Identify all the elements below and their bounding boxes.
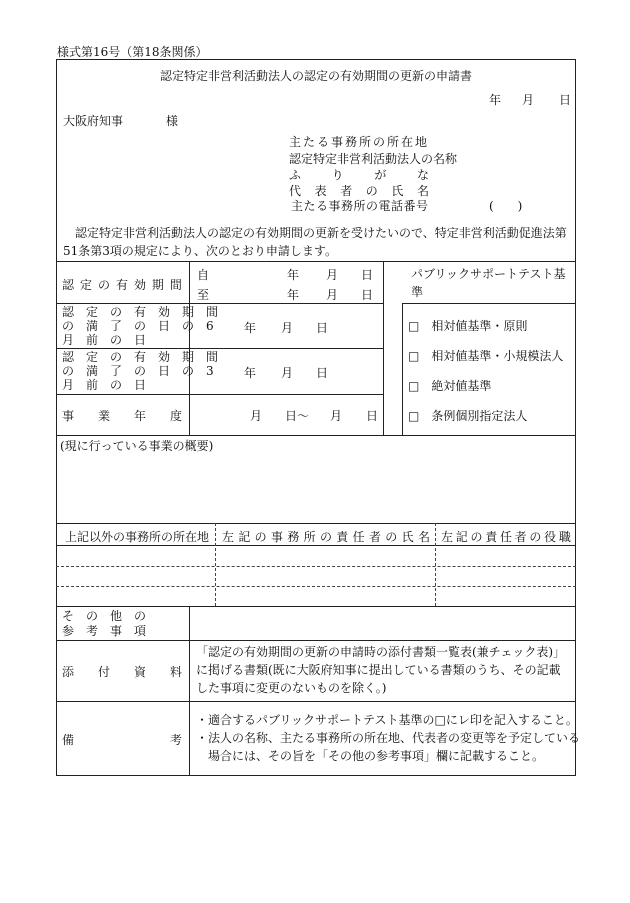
pst-option-relative-principle[interactable]: □ 相対値基準・原則 [408, 319, 528, 333]
attachments-label: 添 付 資 料 [62, 665, 182, 679]
attachments-text: 「認定の有効期間の更新の申請時の添付書類一覧表(兼チェック表)」に掲げる書類(既に大阪府知事に提出している書類のうち、その記載した事項に変更のないものを除く。) [196, 645, 566, 695]
remarks-item-1: ・適合するパブリックサポートテスト基準の□にレ印を記入すること。 [196, 713, 578, 727]
addressee-honorific: 様 [166, 114, 179, 128]
pst-option-relative-small[interactable]: □ 相対値基準・小規模法人 [408, 349, 564, 363]
other-offices-address-header: 上記以外の事務所の所在地 [65, 530, 210, 544]
intro-text: 認定特定非営利活動法人の認定の有効期間の更新を受けたいので、特定非営利活動促進法第51条第3項の規定により、次のとおり申請します。 [63, 226, 567, 258]
checkbox-icon[interactable]: □ [408, 319, 420, 333]
applicant-phone-label: 主たる事務所の電話番号 [291, 199, 429, 213]
business-year-label: 事 業 年 度 [62, 409, 182, 423]
other-offices-position-header: 左 記 の 責 任 者 の 役 職 [441, 530, 571, 544]
phone-area-paren: ( ) [489, 199, 523, 213]
date-month-label: 月 [522, 93, 535, 107]
checkbox-icon[interactable]: □ [408, 349, 420, 363]
other-notes-field[interactable] [192, 609, 572, 638]
date-year-label: 年 [489, 93, 502, 107]
business-overview-label: (現に行っている事業の概要) [60, 439, 214, 453]
applicant-rep-name-label: 代 表 者 の 氏 名 [289, 184, 429, 198]
three-months-label: 認 定 の 有 効 期 間 の 満 了 の 日 の 3 月 前 の 日 [62, 350, 219, 392]
remarks-item-3: 場合には、その旨を「その他の参考事項」欄に記載すること。 [196, 749, 545, 763]
pst-option-absolute[interactable]: □ 絶対値基準 [408, 379, 492, 393]
validity-from-label: 自 [197, 268, 210, 282]
pst-header: パブリックサポートテスト基準 [411, 267, 566, 299]
business-overview-field[interactable] [60, 455, 570, 519]
validity-period-label: 認 定 の 有 効 期 間 [62, 278, 182, 292]
remarks-item-2: ・法人の名称、主たる事務所の所在地、代表者の変更等を予定している [196, 731, 581, 745]
applicant-corp-name-label: 認定特定非営利活動法人の名称 [289, 152, 458, 166]
applicant-furigana-label: ふ り が な [289, 168, 429, 182]
checkbox-icon[interactable]: □ [408, 409, 420, 423]
validity-to-label: 至 [197, 288, 210, 302]
form-title: 認定特定非営利活動法人の認定の有効期間の更新の申請書 [159, 69, 472, 83]
six-months-label: 認 定 の 有 効 期 間 の 満 了 の 日 の 6 月 前 の 日 [62, 305, 219, 347]
other-notes-label: そ の 他 の 参 考 事 項 [62, 609, 147, 638]
other-offices-manager-header: 左 記 の 事 務 所 の 責 任 者 の 氏 名 [222, 530, 430, 544]
addressee-name: 大阪府知事 [63, 114, 124, 128]
checkbox-icon[interactable]: □ [408, 379, 420, 393]
pst-option-ordinance[interactable]: □ 条例個別指定法人 [408, 409, 528, 423]
remarks-label: 備 考 [62, 733, 182, 747]
applicant-address-label: 主たる事務所の所在地 [289, 135, 430, 149]
date-day-label: 日 [559, 93, 572, 107]
form-number: 様式第16号（第18条関係） [57, 45, 208, 59]
